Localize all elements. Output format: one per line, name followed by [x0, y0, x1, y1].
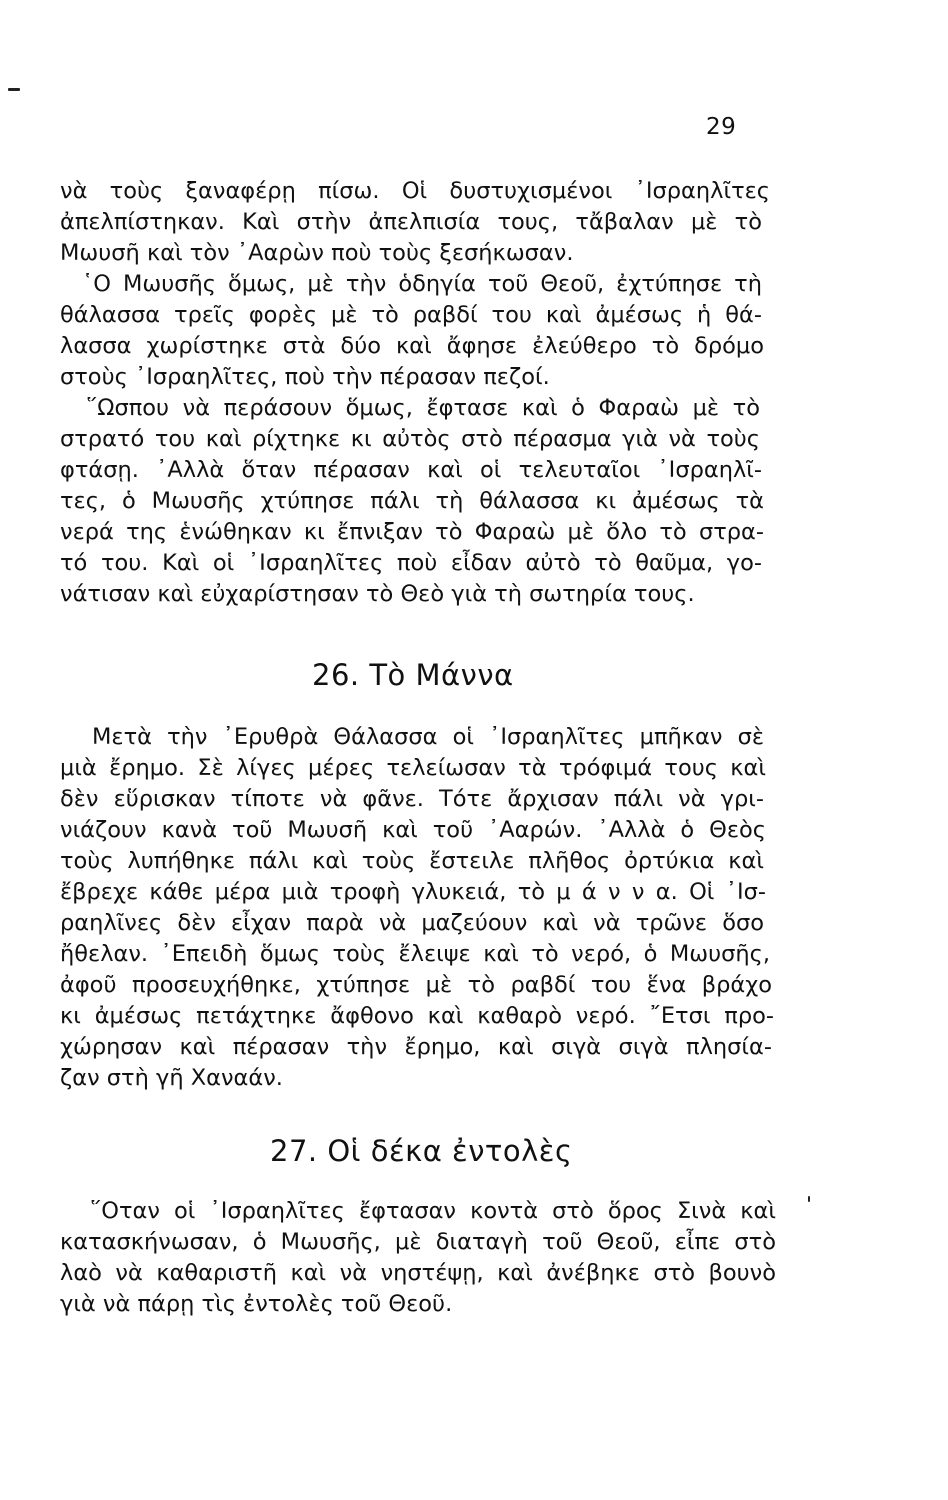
text-line: νιάζουν κανὰ τοῦ Μωυσῆ καὶ τοῦ ᾿Ααρών. ᾿Αλλὰ ὁ Θεὸς — [60, 817, 766, 843]
page-number: 29 — [706, 114, 737, 140]
text-line: ἔβρεχε κάθε μέρα μιὰ τροφὴ γλυκειά, τὸ μ ά ν ν α. Οἱ ᾿Ισ- — [60, 879, 766, 905]
text-line: ῞Οταν οἱ ᾿Ισραηλῖτες ἔφτασαν κοντὰ στὸ ὅρος Σινὰ καὶ — [90, 1198, 776, 1224]
text-line: νὰ τοὺς ξαναφέρῃ πίσω. Οἱ δυστυχισμένοι ᾿Ισραηλῖτες — [60, 178, 770, 204]
intro-text — [60, 176, 770, 610]
text-line: δὲν εὕρισκαν τίποτε νὰ φᾶνε. Τότε ἄρχισαν πάλι νὰ γρι- — [60, 786, 764, 812]
text-line: λαὸ νὰ καθαριστῆ καὶ νὰ νηστέψῃ, καὶ ἀνέβηκε στὸ βουνὸ — [60, 1260, 776, 1286]
text-line: στρατό του καὶ ρίχτηκε κι αὐτὸς στὸ πέρασμα γιὰ νὰ τοὺς — [60, 426, 760, 452]
scan-mark-left — [8, 88, 20, 91]
text-line: ἀφοῦ προσευχήθηκε, χτύπησε μὲ τὸ ραβδί του ἕνα βράχο — [60, 972, 772, 998]
text-line: νερά της ἑνώθηκαν κι ἔπνιξαν τὸ Φαραὼ μὲ ὅλο τὸ στρα- — [60, 519, 764, 545]
text-line: νάτισαν καὶ εὐχαρίστησαν τὸ Θεὸ γιὰ τὴ σωτηρία τους. — [60, 581, 695, 607]
text-line: ἤθελαν. ᾿Επειδὴ ὅμως τοὺς ἔλειψε καὶ τὸ νερό, ὁ Μωυσῆς, — [60, 941, 770, 967]
section-27-heading: 27. Οἱ δέκα ἐντολὲς — [270, 1134, 573, 1168]
text-line: ῞Ωσπου νὰ περάσουν ὅμως, ἔφτασε καὶ ὁ Φαραὼ μὲ τὸ — [86, 395, 760, 421]
text-line: γιὰ νὰ πάρῃ τὶς ἐντολὲς τοῦ Θεοῦ. — [60, 1291, 453, 1317]
text-line: Μετὰ τὴν ᾿Ερυθρὰ Θάλασσα οἱ ᾿Ισραηλῖτες μπῆκαν σὲ — [92, 724, 764, 750]
text-line: μιὰ ἔρημο. Σὲ λίγες μέρες τελείωσαν τὰ τρόφιμά τους καὶ — [60, 755, 766, 781]
text-line: ζαν στὴ γῆ Χαναάν. — [60, 1065, 283, 1091]
text-line: ἀπελπίστηκαν. Καὶ στὴν ἀπελπισία τους, τἄβαλαν μὲ τὸ — [60, 209, 762, 235]
text-line: τοὺς λυπήθηκε πάλι καὶ τοὺς ἔστειλε πλῆθος ὀρτύκια καὶ — [60, 848, 764, 874]
section-27-text — [60, 1196, 776, 1320]
text-line: στοὺς ᾿Ισραηλῖτες, ποὺ τὴν πέρασαν πεζοί. — [60, 364, 550, 390]
scan-mark-right — [808, 1196, 810, 1202]
section-26-heading: 26. Τὸ Μάννα — [312, 658, 514, 692]
text-line: τες, ὁ Μωυσῆς χτύπησε πάλι τὴ θάλασσα κι ἀμέσως τὰ — [60, 488, 764, 514]
text-line: τό του. Καὶ οἱ ᾿Ισραηλῖτες ποὺ εἶδαν αὐτὸ τὸ θαῦμα, γο- — [60, 550, 762, 576]
text-line: χώρησαν καὶ πέρασαν τὴν ἔρημο, καὶ σιγὰ σιγὰ πλησία- — [60, 1034, 772, 1060]
text-line: θάλασσα τρεῖς φορὲς μὲ τὸ ραβδί του καὶ ἀμέσως ἡ θά- — [60, 302, 762, 328]
text-line: κατασκήνωσαν, ὁ Μωυσῆς, μὲ διαταγὴ τοῦ Θεοῦ, εἶπε στὸ — [60, 1229, 776, 1255]
text-line: φτάσῃ. ᾿Αλλὰ ὅταν πέρασαν καὶ οἱ τελευταῖοι ᾿Ισραηλῖ- — [60, 457, 762, 483]
text-line: ῾Ο Μωυσῆς ὅμως, μὲ τὴν ὁδηγία τοῦ Θεοῦ, ἐχτύπησε τὴ — [82, 271, 762, 297]
text-line: λασσα χωρίστηκε στὰ δύο καὶ ἄφησε ἐλεύθερο τὸ δρόμο — [60, 333, 764, 359]
text-line: Μωυσῆ καὶ τὸν ᾿Ααρὼν ποὺ τοὺς ξεσήκωσαν. — [60, 240, 574, 266]
text-line: κι ἀμέσως πετάχτηκε ἄφθονο καὶ καθαρὸ νερό. ῎Ετσι προ- — [60, 1003, 774, 1029]
text-line: ραηλῖνες δὲν εἶχαν παρὰ νὰ μαζεύουν καὶ νὰ τρῶνε ὅσο — [60, 910, 764, 936]
section-26-text — [60, 722, 774, 1094]
